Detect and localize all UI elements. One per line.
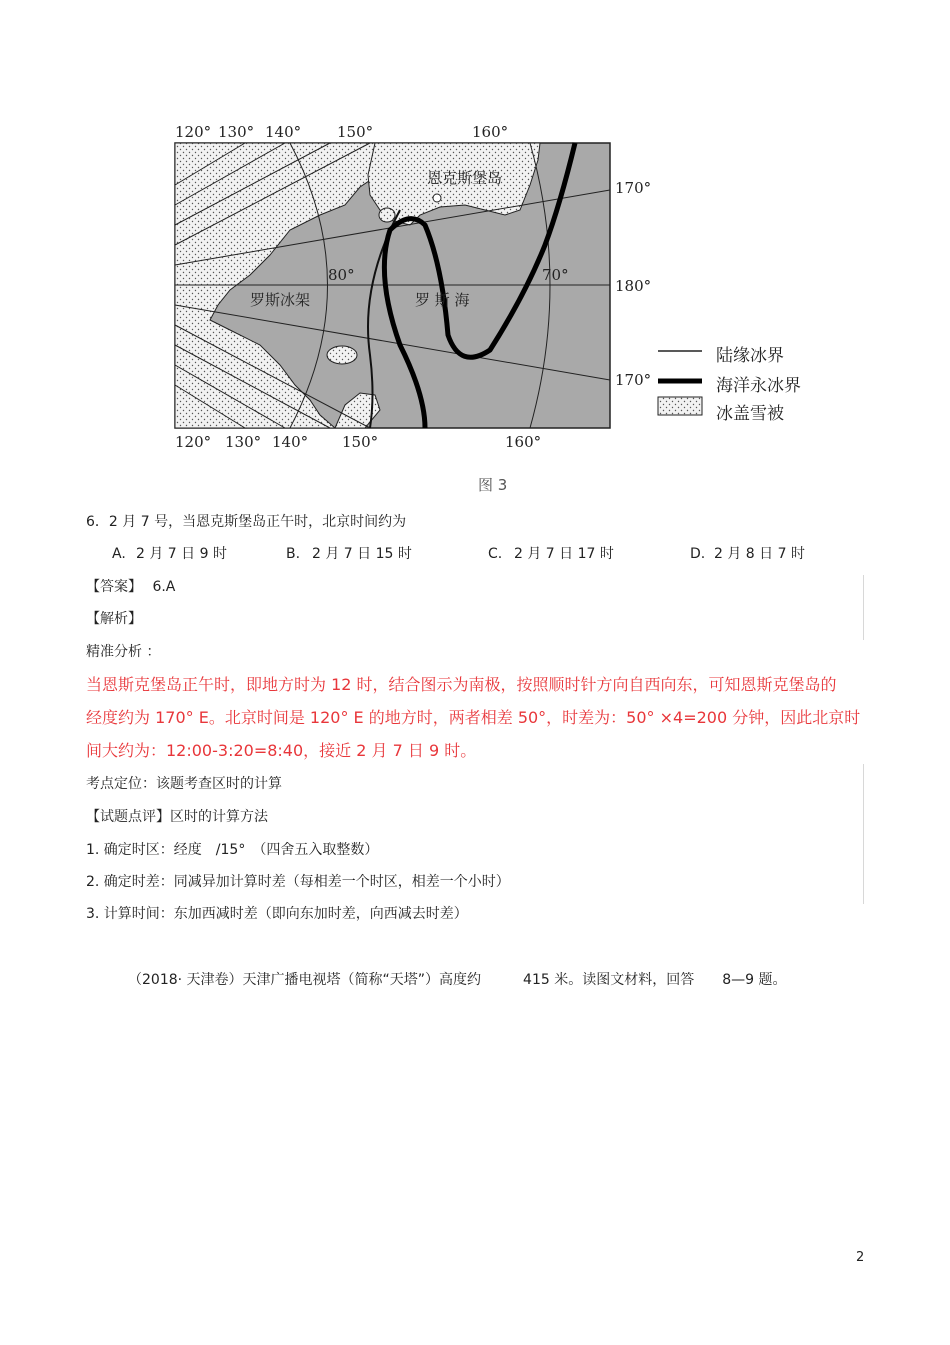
ice-shelf-label: 罗斯冰架 (250, 291, 311, 309)
top-lon-label: 140° (265, 123, 302, 141)
right-lon-label: 170° (615, 179, 652, 197)
legend-label: 海洋永冰界 (716, 376, 801, 396)
option-c-text: 2 月 7 日 17 时 (514, 546, 614, 562)
small-island-1 (379, 208, 395, 222)
bottom-lon-label: 140° (272, 433, 309, 451)
option-a-text: 2 月 7 日 9 时 (136, 546, 227, 562)
method-step: 1. 确定时区：经度 /15° （四舍五入取整数） (86, 842, 379, 858)
island-marker (433, 194, 441, 202)
analysis-line: 经度约为 170° E。北京时间是 120° E 的地方时，两者相差 50°，时差为：50° ×4=200 分钟，因此北京时 (86, 708, 861, 727)
bottom-lon-label: 160° (505, 433, 542, 451)
lat-label: 70° (542, 266, 569, 284)
island-label: 恩克斯堡岛 (427, 169, 503, 187)
option-a-key: A. (112, 546, 126, 562)
sea-label: 罗 斯 海 (415, 291, 470, 309)
precise-label: 精准分析 ： (86, 644, 161, 660)
option-b-text: 2 月 7 日 15 时 (312, 546, 412, 562)
question-stem: 6．2 月 7 号，当恩克斯堡岛正午时，北京时间约为 (86, 514, 407, 530)
top-lon-label: 160° (472, 123, 509, 141)
option-c-key: C. (488, 546, 503, 562)
analysis-label: 【解析】 (86, 611, 142, 627)
next-question-intro: （2018· 天津卷）天津广播电视塔（简称“天塔”）高度约 415 米。读图文材料，回答 8—9 题。 (128, 972, 787, 988)
option-d-key: D. (690, 546, 706, 562)
answer-label: 【答案】 (86, 579, 142, 595)
answer-value: 6.A (152, 579, 176, 595)
legend-label: 冰盖雪被 (716, 404, 784, 424)
top-lon-label: 130° (218, 123, 255, 141)
legend-dotted-box-icon (658, 397, 702, 415)
option-d-text: 2 月 8 日 7 时 (714, 546, 805, 562)
analysis-line: 当恩斯克堡岛正午时，即地方时为 12 时，结合图示为南极，按照顺时针方向自西向东，可知恩斯克堡岛的 (86, 675, 837, 694)
review-title: 【试题点评】区时的计算方法 (86, 809, 268, 825)
top-lon-label: 150° (337, 123, 374, 141)
legend-label: 陆缘冰界 (716, 346, 784, 366)
analysis-line: 间大约为：12:00-3:20=8:40，接近 2 月 7 日 9 时。 (86, 741, 477, 760)
right-lon-label: 170° (615, 371, 652, 389)
figure-caption: 图 3 (478, 476, 508, 494)
page-number: 2 (856, 1250, 865, 1265)
bottom-lon-label: 130° (225, 433, 262, 451)
right-lon-label: 180° (615, 277, 652, 295)
margin-line (863, 575, 864, 640)
method-step: 3. 计算时间：东加西减时差（即向东加时差，向西减去时差） (86, 906, 468, 922)
method-step: 2. 确定时差：同减异加计算时差（每相差一个时区，相差一个小时） (86, 874, 510, 890)
lat-label: 80° (328, 266, 355, 284)
top-lon-label: 120° (175, 123, 212, 141)
bottom-lon-label: 120° (175, 433, 212, 451)
kaodian-text: 考点定位：该题考查区时的计算 (86, 776, 282, 792)
bottom-lon-label: 150° (342, 433, 379, 451)
margin-line (863, 764, 864, 904)
answer-row (86, 577, 175, 597)
small-island-2 (327, 346, 357, 364)
option-b-key: B. (286, 546, 301, 562)
